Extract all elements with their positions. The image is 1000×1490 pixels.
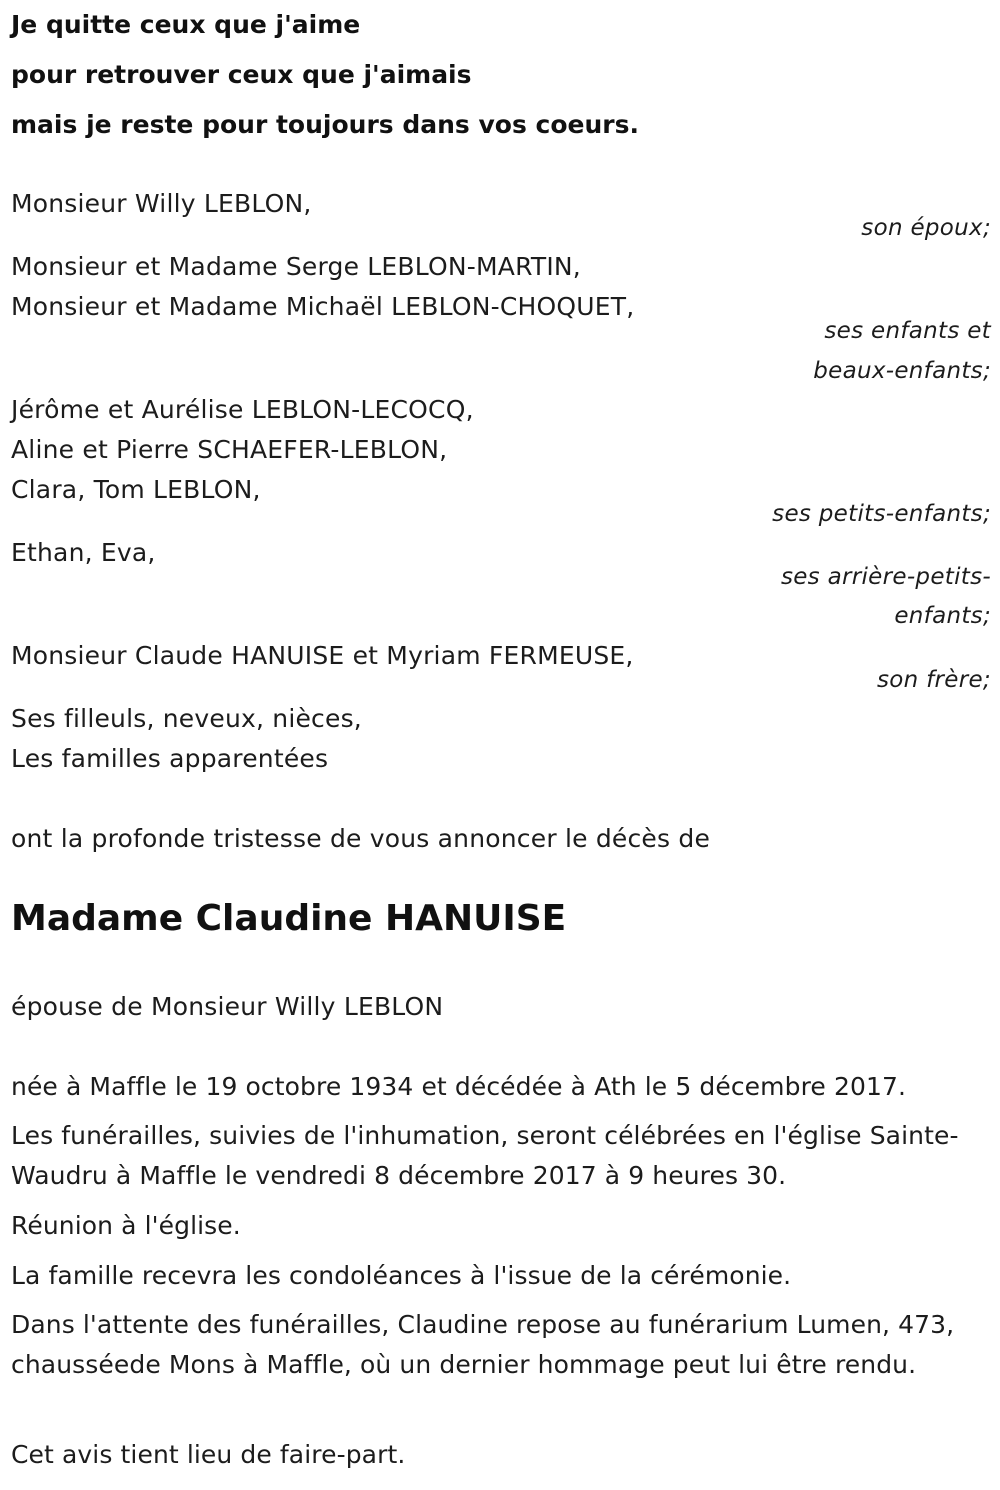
grandchild-3: Clara, Tom LEBLON, [11, 475, 261, 504]
grandchildren-relation: ses petits-enfants; [772, 501, 991, 527]
poem-line-3: mais je reste pour toujours dans vos coeurs. [11, 110, 640, 139]
condolences-details: La famille recevra les condoléances à l'issue de la cérémonie. [11, 1261, 792, 1290]
child-1: Monsieur et Madame Serge LEBLON-MARTIN, [11, 252, 581, 281]
funerarium-details: Dans l'attente des funérailles, Claudine repose au funérarium Lumen, 473, chausséede Mons à Maffle, où un dernier hommage peut lui être rendu. [11, 1310, 955, 1379]
children-relation-2: beaux-enfants; [813, 358, 991, 384]
other-relatives-2: Les familles apparentées [11, 744, 329, 773]
spouse-name: Monsieur Willy LEBLON, [11, 189, 312, 218]
poem-line-2: pour retrouver ceux que j'aimais [11, 60, 472, 89]
spouse-line: épouse de Monsieur Willy LEBLON [11, 992, 444, 1021]
spouse-relation: son époux; [861, 215, 991, 241]
grandchild-1: Jérôme et Aurélise LEBLON-LECOCQ, [11, 395, 474, 424]
brother: Monsieur Claude HANUISE et Myriam FERMEUSE, [11, 641, 634, 670]
meeting-details: Réunion à l'église. [11, 1211, 241, 1240]
announcement: ont la profonde tristesse de vous annoncer le décès de [11, 824, 711, 853]
great-grandchildren-relation-1: ses arrière-petits- [780, 564, 991, 590]
great-grandchildren-relation-2: enfants; [894, 603, 991, 629]
great-grandchildren: Ethan, Eva, [11, 538, 156, 567]
poem-line-1: Je quitte ceux que j'aime [11, 10, 361, 39]
other-relatives-1: Ses filleuls, neveux, nièces, [11, 704, 362, 733]
deceased-name: Madame Claudine HANUISE [11, 898, 567, 939]
grandchild-2: Aline et Pierre SCHAEFER-LEBLON, [11, 435, 448, 464]
birth-death-details: née à Maffle le 19 octobre 1934 et décédée à Ath le 5 décembre 2017. [11, 1072, 907, 1101]
brother-relation: son frère; [876, 667, 991, 693]
children-relation-1: ses enfants et [824, 318, 991, 344]
notice-statement: Cet avis tient lieu de faire-part. [11, 1440, 406, 1469]
funeral-details: Les funérailles, suivies de l'inhumation, seront célébrées en l'église Sainte-Waudru à Maffle le vendredi 8 décembre 2017 à 9 heures 30. [11, 1121, 959, 1190]
child-2: Monsieur et Madame Michaël LEBLON-CHOQUET, [11, 292, 635, 321]
